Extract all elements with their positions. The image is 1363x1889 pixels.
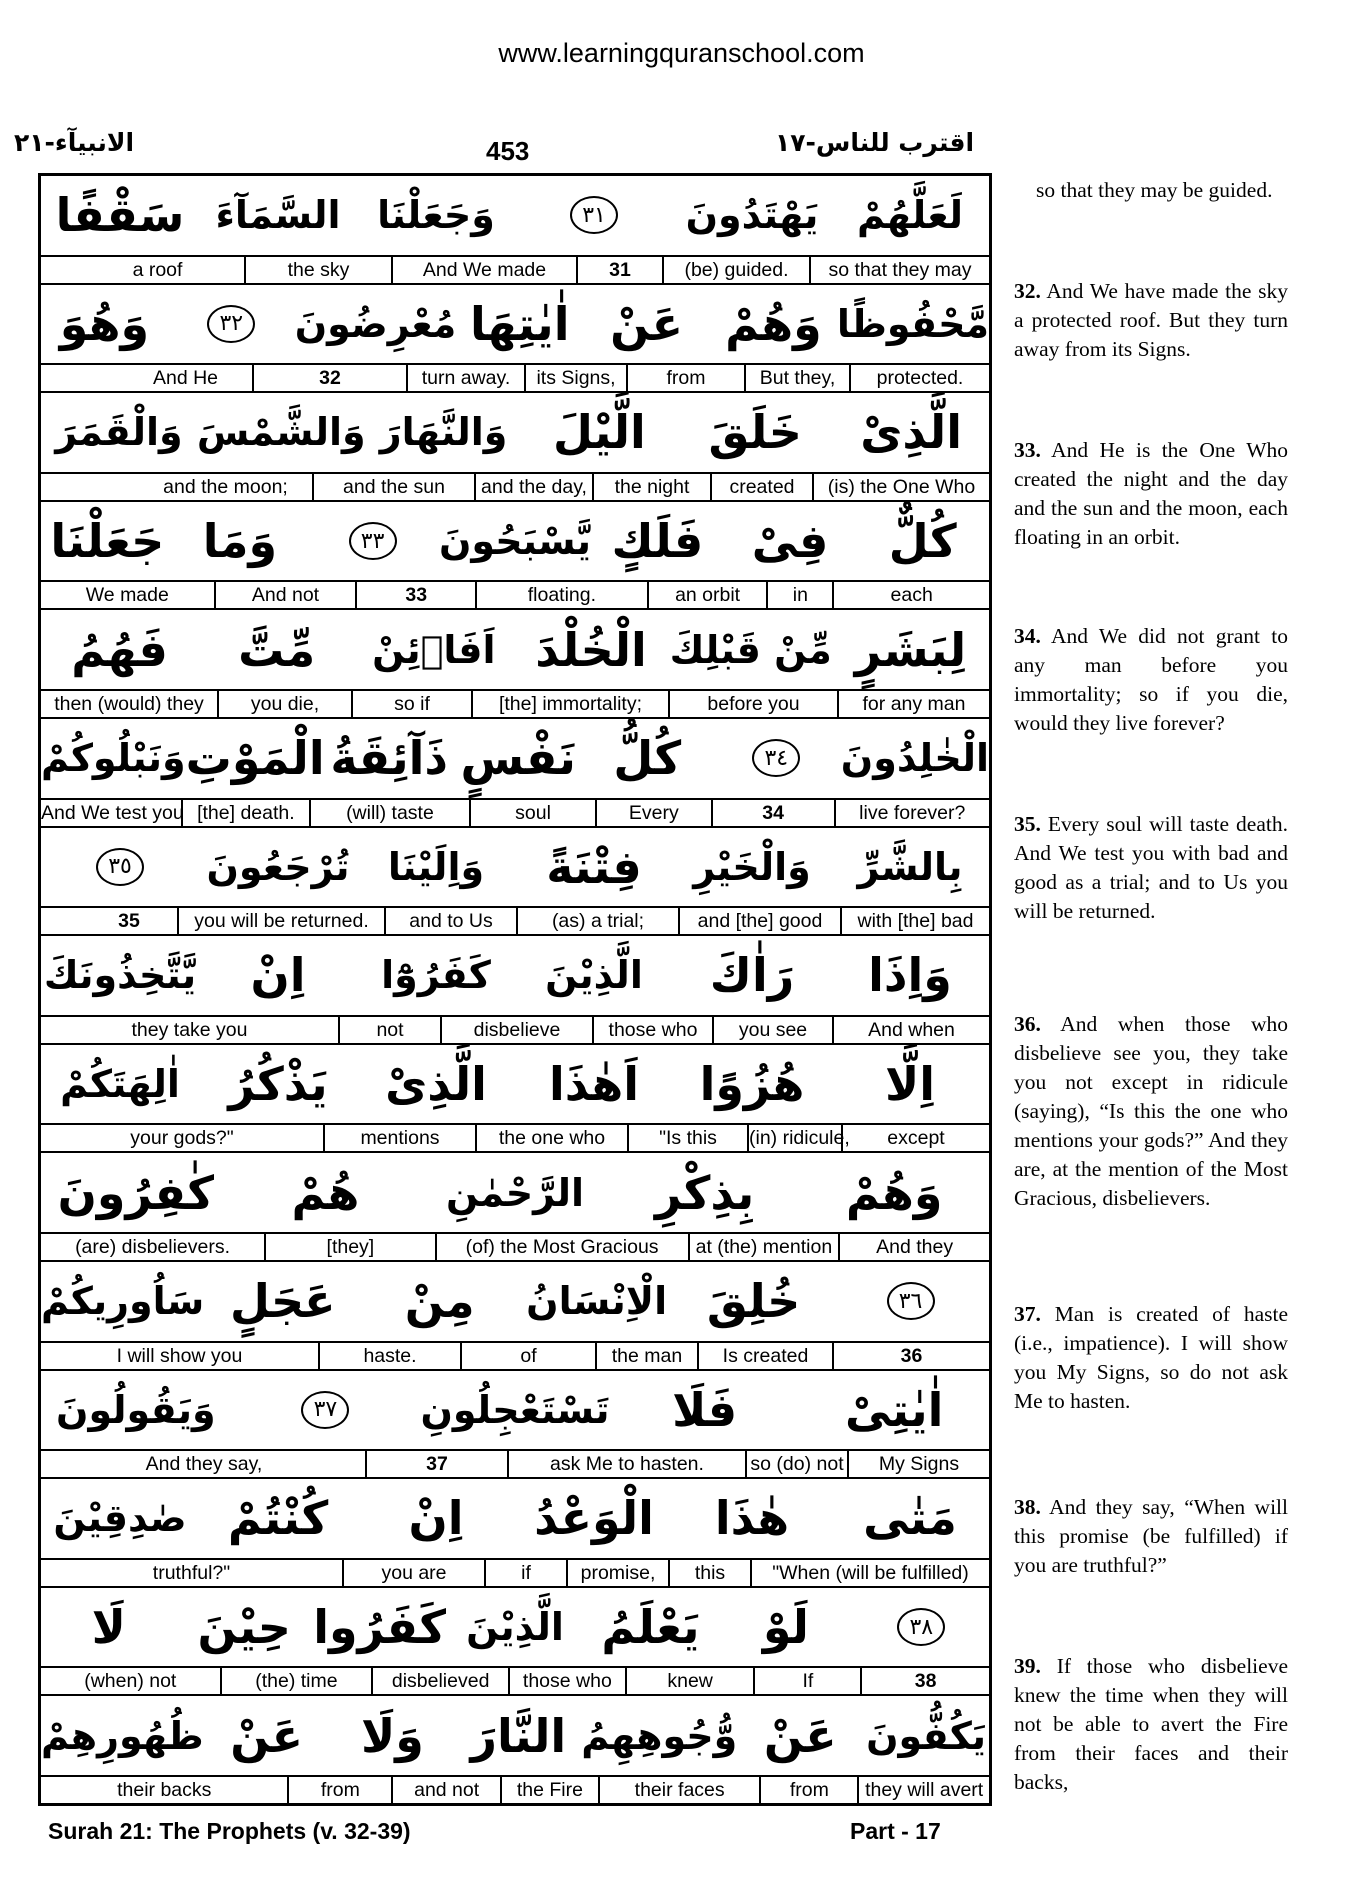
arabic-word: وَهُوَ <box>59 296 150 351</box>
arabic-row <box>41 1262 989 1341</box>
commentary-verse-number: 39. <box>1014 1654 1041 1678</box>
arabic-word: اَفَا۟ئِنْ <box>372 627 496 672</box>
arabic-row <box>41 1371 989 1450</box>
translation-cell: and to Us <box>384 908 516 934</box>
arabic-word: هٰذَا <box>714 1491 790 1546</box>
arabic-word: وَلَا <box>361 1708 424 1763</box>
arabic-word: يَهْتَدُونَ <box>685 193 819 238</box>
commentary-verse <box>1014 1493 1288 1580</box>
translation-row <box>41 1015 989 1045</box>
arabic-word: اِنْ <box>250 948 306 1003</box>
translation-cell: its Signs, <box>524 365 626 391</box>
commentary-verse-number: 32. <box>1014 279 1041 303</box>
verse-end-marker: ٣٢ <box>168 285 295 364</box>
arabic-word: كُلُّ <box>613 731 682 786</box>
translation-cell: If <box>753 1668 860 1694</box>
arabic-word: عَنْ <box>610 296 683 351</box>
commentary-verse <box>1014 176 1310 205</box>
translation-cell: live forever? <box>834 800 989 826</box>
arabic-word: اٰيٰتِىْ <box>845 1382 944 1437</box>
arabic-word: الْاِنْسَانُ <box>526 1279 668 1324</box>
arabic-word: الَّذِىْ <box>860 405 962 460</box>
verse-end-marker: ٣١ <box>515 176 673 255</box>
translation-cell: [the] immortality; <box>471 691 668 717</box>
translation-cell: created <box>710 474 812 500</box>
arabic-word: فِىْ <box>751 514 829 569</box>
arabic-row <box>41 176 989 255</box>
commentary-verse <box>1014 277 1288 364</box>
translation-cell: My Signs <box>847 1451 989 1477</box>
commentary-verse-number: 33. <box>1014 438 1041 462</box>
arabic-word: مِنْ <box>404 1274 475 1329</box>
arabic-word: وَهُمْ <box>845 1165 943 1220</box>
translation-cell: each <box>832 582 989 608</box>
arabic-word: يَّتَّخِذُونَكَ <box>43 953 197 998</box>
translation-cell: ask Me to hasten. <box>507 1451 745 1477</box>
commentary-verse <box>1014 810 1288 926</box>
arabic-word: لِبَشَرٍ <box>854 622 967 677</box>
translation-cell: from <box>759 1777 857 1803</box>
translation-cell: and the moon; <box>163 475 288 498</box>
translation-cell: Is created <box>697 1343 832 1369</box>
arabic-word: وَيَقُولُونَ <box>56 1387 216 1432</box>
verse-number-cell: 35 <box>118 910 140 933</box>
translation-row <box>41 472 989 502</box>
arabic-word: اٰيٰتِهَا <box>470 296 570 351</box>
commentary-text: And We have made the sky a protected roof. But they turn away from its Signs. <box>1014 279 1288 361</box>
translation-cell: the sky <box>244 257 391 283</box>
commentary-verse <box>1014 1652 1288 1797</box>
arabic-word: النَّارَ <box>470 1708 567 1763</box>
commentary-verse <box>1014 436 1288 552</box>
arabic-word: وَنَبْلُوكُمْ <box>41 736 186 781</box>
arabic-row <box>41 1696 989 1775</box>
translation-cell: if <box>484 1560 566 1586</box>
arabic-word: وَالشَّمْسَ <box>196 410 366 455</box>
arabic-row <box>41 1588 989 1667</box>
commentary-text: so that they may be guided. <box>1036 178 1273 202</box>
translation-row <box>41 1775 989 1805</box>
arabic-word: جَعَلْنَا <box>50 514 165 569</box>
arabic-word: كٰفِرُونَ <box>57 1165 214 1220</box>
translation-cell: But they, <box>744 365 849 391</box>
translation-cell: soul <box>469 800 595 826</box>
translation-cell: (be) guided. <box>662 257 809 283</box>
arabic-word: اَهٰذَا <box>549 1057 640 1112</box>
arabic-word: مِّنْ قَبْلِكَ <box>669 627 832 672</box>
arabic-row <box>41 393 989 472</box>
translation-row <box>41 1123 989 1153</box>
arabic-row <box>41 1153 989 1232</box>
commentary-text: Every soul will taste death. And We test you with bad and good as a trial; and to Us you will be returned. <box>1014 812 1288 923</box>
arabic-word: وَالْخَيْرِ <box>693 844 811 889</box>
translation-cell: [they] <box>264 1234 435 1260</box>
arabic-word: يَذْكُرُ <box>228 1057 328 1112</box>
verse-end-marker: ٣٦ <box>832 1262 989 1341</box>
translation-cell: disbelieve <box>440 1017 592 1043</box>
arabic-word: كُنْتُمْ <box>227 1491 329 1546</box>
commentary-verse <box>1014 622 1288 738</box>
translation-row <box>41 1558 989 1588</box>
arabic-word: الْخٰلِدُونَ <box>840 736 989 781</box>
verse-number-cell: 34 <box>711 800 834 826</box>
translation-row <box>41 1666 989 1696</box>
verse-number-cell: 32 <box>252 365 406 391</box>
arabic-word: عَجَلٍ <box>229 1274 336 1329</box>
arabic-word: الرَّحْمٰنِ <box>446 1170 585 1215</box>
translation-cell: And We test you <box>41 801 184 824</box>
translation-cell: Every <box>595 800 711 826</box>
translation-row <box>41 255 989 285</box>
translation-cell: you will be returned. <box>177 908 384 934</box>
translation-cell: promise, <box>566 1560 668 1586</box>
translation-row <box>41 798 989 828</box>
commentary-verse-number: 37. <box>1014 1302 1041 1326</box>
translation-cell: mentions <box>323 1125 475 1151</box>
arabic-word: يَكُفُّونَ <box>866 1713 987 1758</box>
translation-cell: And not <box>214 582 356 608</box>
arabic-word: وَجَعَلْنَا <box>377 193 495 238</box>
translation-cell: And He <box>152 367 219 390</box>
verse-number-cell: 38 <box>860 1668 989 1694</box>
arabic-word: سَقْفًا <box>55 188 185 243</box>
translation-cell: from <box>626 365 744 391</box>
translation-cell: floating. <box>475 582 647 608</box>
arabic-word: فَهُمُ <box>71 622 168 677</box>
arabic-word: مَتٰى <box>863 1491 957 1546</box>
arabic-word: نَفْسٍ <box>460 731 576 786</box>
translation-cell: And when <box>832 1017 989 1043</box>
page-number: 453 <box>486 136 530 166</box>
translation-cell: this <box>668 1560 750 1586</box>
arabic-word: اِلَّا <box>884 1057 936 1112</box>
translation-cell: you are <box>342 1560 484 1586</box>
translation-cell: except <box>841 1125 989 1151</box>
translation-cell: they take you <box>131 1018 248 1041</box>
arabic-word: يَّسْبَحُونَ <box>438 519 592 564</box>
translation-cell: And they say, <box>145 1453 263 1476</box>
translation-cell: those who <box>592 1017 712 1043</box>
arabic-row <box>41 828 989 907</box>
arabic-word: وَهُمْ <box>725 296 822 351</box>
translation-cell: (are) disbelievers. <box>75 1236 231 1258</box>
commentary-verse-number: 35. <box>1014 812 1041 836</box>
verse-number-cell: 31 <box>576 257 662 283</box>
arabic-word: الْمَوْتِ <box>185 731 325 786</box>
translation-cell: knew <box>625 1668 754 1694</box>
arabic-word: وَالنَّهَارَ <box>379 410 508 455</box>
translation-cell: in <box>766 582 832 608</box>
arabic-word: كُلٌّ <box>888 514 957 569</box>
translation-cell: the Fire <box>500 1777 598 1803</box>
arabic-word: هُزُوًا <box>699 1057 805 1112</box>
arabic-word: وَالْقَمَرَ <box>55 410 183 455</box>
translation-cell: at (the) mention <box>688 1234 839 1260</box>
arabic-word: حِيْنَ <box>197 1600 291 1655</box>
translation-cell: disbelieved <box>371 1668 508 1694</box>
arabic-row <box>41 502 989 581</box>
translation-cell: and the day, <box>474 474 592 500</box>
translation-cell: with [the] bad <box>840 908 989 934</box>
arabic-word: فِتْنَةً <box>546 839 642 894</box>
verse-number-cell: 36 <box>832 1343 989 1369</box>
arabic-word: خُلِقَ <box>706 1274 801 1329</box>
arabic-word: مُعْرِضُونَ <box>294 301 457 346</box>
translation-cell: before you <box>668 691 837 717</box>
translation-cell: (as) a trial; <box>516 908 678 934</box>
translation-row <box>41 1232 989 1262</box>
translation-cell: an orbit <box>647 582 767 608</box>
arabic-word: خَلَقَ <box>708 405 802 460</box>
arabic-word: تَسْتَعْجِلُونِ <box>420 1387 610 1432</box>
translation-cell: And We made <box>391 257 576 283</box>
part-footer: Part - 17 <box>850 1818 941 1844</box>
translation-cell: from <box>287 1777 391 1803</box>
arabic-word: بِذِكْرِ <box>655 1165 755 1220</box>
translation-cell: their backs <box>117 1779 212 1801</box>
arabic-word: وُّجُوهِهِمُ <box>581 1713 738 1758</box>
arabic-word: مِّتَّ <box>238 622 316 677</box>
arabic-word: فَلَكٍ <box>611 514 704 569</box>
translation-cell: protected. <box>849 365 989 391</box>
translation-cell: the man <box>595 1343 697 1369</box>
arabic-word: بِالشَّرِّ <box>857 844 963 889</box>
translation-cell: (is) the One Who <box>812 474 989 500</box>
arabic-word: وَاِلَيْنَا <box>387 844 485 889</box>
translation-row <box>41 689 989 719</box>
arabic-row <box>41 610 989 689</box>
translation-cell: of <box>460 1343 595 1369</box>
commentary-verse <box>1014 1300 1288 1416</box>
arabic-row <box>41 936 989 1015</box>
arabic-word: كَفَرُوْٓا <box>381 953 491 998</box>
translation-cell: you die, <box>217 691 351 717</box>
commentary-verse-number: 34. <box>1014 624 1041 648</box>
arabic-word: عَنْ <box>230 1708 304 1763</box>
commentary-text: And We did not grant to any man before you immortality; so if you die, would they live forever? <box>1014 624 1288 735</box>
arabic-word: لَا <box>91 1600 126 1655</box>
arabic-word: وَاِذَا <box>868 948 952 1003</box>
arabic-word: ذَآئِقَةُ <box>330 731 448 786</box>
translation-cell: so that they may <box>809 257 989 283</box>
arabic-word: الَّذِيْنَ <box>466 1605 564 1650</box>
translation-cell: and the sun <box>312 474 474 500</box>
translation-cell: (the) time <box>220 1668 372 1694</box>
commentary-verse-number: 36. <box>1014 1012 1041 1036</box>
translation-cell: (in) ridicule, <box>749 1127 850 1150</box>
commentary-verse-number: 38. <box>1014 1495 1041 1519</box>
arabic-word: فَلَا <box>672 1382 738 1437</box>
translation-row <box>41 1341 989 1371</box>
verse-number-cell: 33 <box>355 582 475 608</box>
arabic-word: سَاُورِيكُمْ <box>41 1279 205 1324</box>
commentary-text: Man is created of haste (i.e., impatience). I will show you My Signs, so do not ask Me to hasten. <box>1014 1302 1289 1413</box>
arabic-row <box>41 1479 989 1558</box>
translation-cell: I will show you <box>116 1344 243 1367</box>
arabic-word: الْخُلْدَ <box>535 622 647 677</box>
surah-name-header: الانبیآء-۲۱ <box>14 128 135 157</box>
arabic-word: هُمْ <box>291 1165 360 1220</box>
verse-end-marker: ٣٤ <box>712 719 841 798</box>
arabic-word: اِنْ <box>408 1491 464 1546</box>
translation-cell: the night <box>592 474 710 500</box>
arabic-word: السَّمَآءَ <box>215 193 341 238</box>
translation-cell: for any man <box>837 691 989 717</box>
verse-end-marker: ٣٧ <box>231 1371 421 1450</box>
commentary-text: If those who disbelieve knew the time when they will not be able to avert the Fire from their faces and their backs, <box>1014 1654 1288 1794</box>
translation-cell: and [the] good <box>678 908 840 934</box>
translation-cell: then (would) they <box>54 693 204 715</box>
juz-name-header: اقترب للناس-۱۷ <box>775 128 975 157</box>
arabic-word: لَعَلَّهُمْ <box>856 193 964 238</box>
translation-cell: (will) taste <box>309 800 469 826</box>
arabic-word: كَفَرُوا <box>313 1600 447 1655</box>
verse-end-marker: ٣٨ <box>854 1588 989 1667</box>
arabic-word: الَّذِىْ <box>385 1057 487 1112</box>
translation-row <box>41 363 989 393</box>
verse-end-marker: ٣٥ <box>41 828 199 907</box>
arabic-word: ظُهُورِهِمْ <box>40 1713 204 1758</box>
arabic-word: صٰدِقِيْنَ <box>53 1496 187 1541</box>
translation-cell: (when) not <box>84 1670 177 1693</box>
translation-cell: the one who <box>475 1125 627 1151</box>
arabic-word: الَّيْلَ <box>552 405 646 460</box>
website-url[interactable]: www.learningquranschool.com <box>498 38 865 68</box>
translation-cell: not <box>338 1017 440 1043</box>
translation-row <box>41 1449 989 1479</box>
arabic-word: وَمَا <box>202 514 278 569</box>
translation-row <box>41 580 989 610</box>
arabic-word: الْوَعْدُ <box>534 1491 654 1546</box>
translation-cell: and not <box>391 1777 500 1803</box>
translation-cell: "When (will be fulfilled) <box>750 1560 989 1586</box>
verse-number-cell: 37 <box>365 1451 507 1477</box>
commentary-text: And when those who disbelieve see you, they take you not except in ridicule (saying), “Is this the one who mentions your gods?” And they are, at the mention of the Most Gracious, disbelievers. <box>1014 1012 1288 1210</box>
arabic-word: رَاٰكَ <box>709 948 795 1003</box>
translation-cell: haste. <box>318 1343 460 1369</box>
translation-cell: And they <box>838 1234 989 1260</box>
arabic-row <box>41 285 989 364</box>
arabic-word: اٰلِهَتَكُمْ <box>60 1062 180 1107</box>
word-by-word-table <box>38 173 992 1806</box>
translation-cell: "Is this <box>627 1125 747 1151</box>
translation-cell: they will avert <box>857 1777 989 1803</box>
translation-cell: We made <box>85 584 169 607</box>
translation-cell: you see <box>712 1017 832 1043</box>
arabic-word: لَوْ <box>762 1600 809 1655</box>
translation-row <box>41 906 989 936</box>
commentary-text: And He is the One Who created the night and the day and the sun and the moon, each floating in an orbit. <box>1014 438 1288 549</box>
translation-cell: (of) the Most Gracious <box>435 1234 688 1260</box>
arabic-word: عَنْ <box>763 1708 837 1763</box>
translation-cell: so if <box>351 691 471 717</box>
commentary-text: And they say, “When will this promise (be fulfilled) if you are truthful?” <box>1014 1495 1288 1577</box>
commentary-verse <box>1014 1010 1288 1213</box>
translation-cell: their faces <box>598 1777 760 1803</box>
surah-footer: Surah 21: The Prophets (v. 32-39) <box>48 1818 411 1844</box>
arabic-word: مَّحْفُوظًا <box>836 301 989 346</box>
arabic-row <box>41 1045 989 1124</box>
translation-cell: those who <box>508 1668 625 1694</box>
arabic-row <box>41 719 989 798</box>
arabic-word: الَّذِيْنَ <box>545 953 643 998</box>
arabic-word: تُرْجَعُونَ <box>206 844 350 889</box>
translation-cell: [the] death. <box>181 800 309 826</box>
translation-cell: so (do) not <box>745 1451 847 1477</box>
verse-end-marker: ٣٣ <box>306 502 439 581</box>
arabic-word: يَعْلَمُ <box>601 1600 700 1655</box>
translation-cell: your gods?" <box>130 1127 234 1150</box>
translation-cell: turn away. <box>406 365 524 391</box>
translation-cell: truthful?" <box>152 1561 231 1584</box>
translation-cell: a roof <box>132 258 183 281</box>
